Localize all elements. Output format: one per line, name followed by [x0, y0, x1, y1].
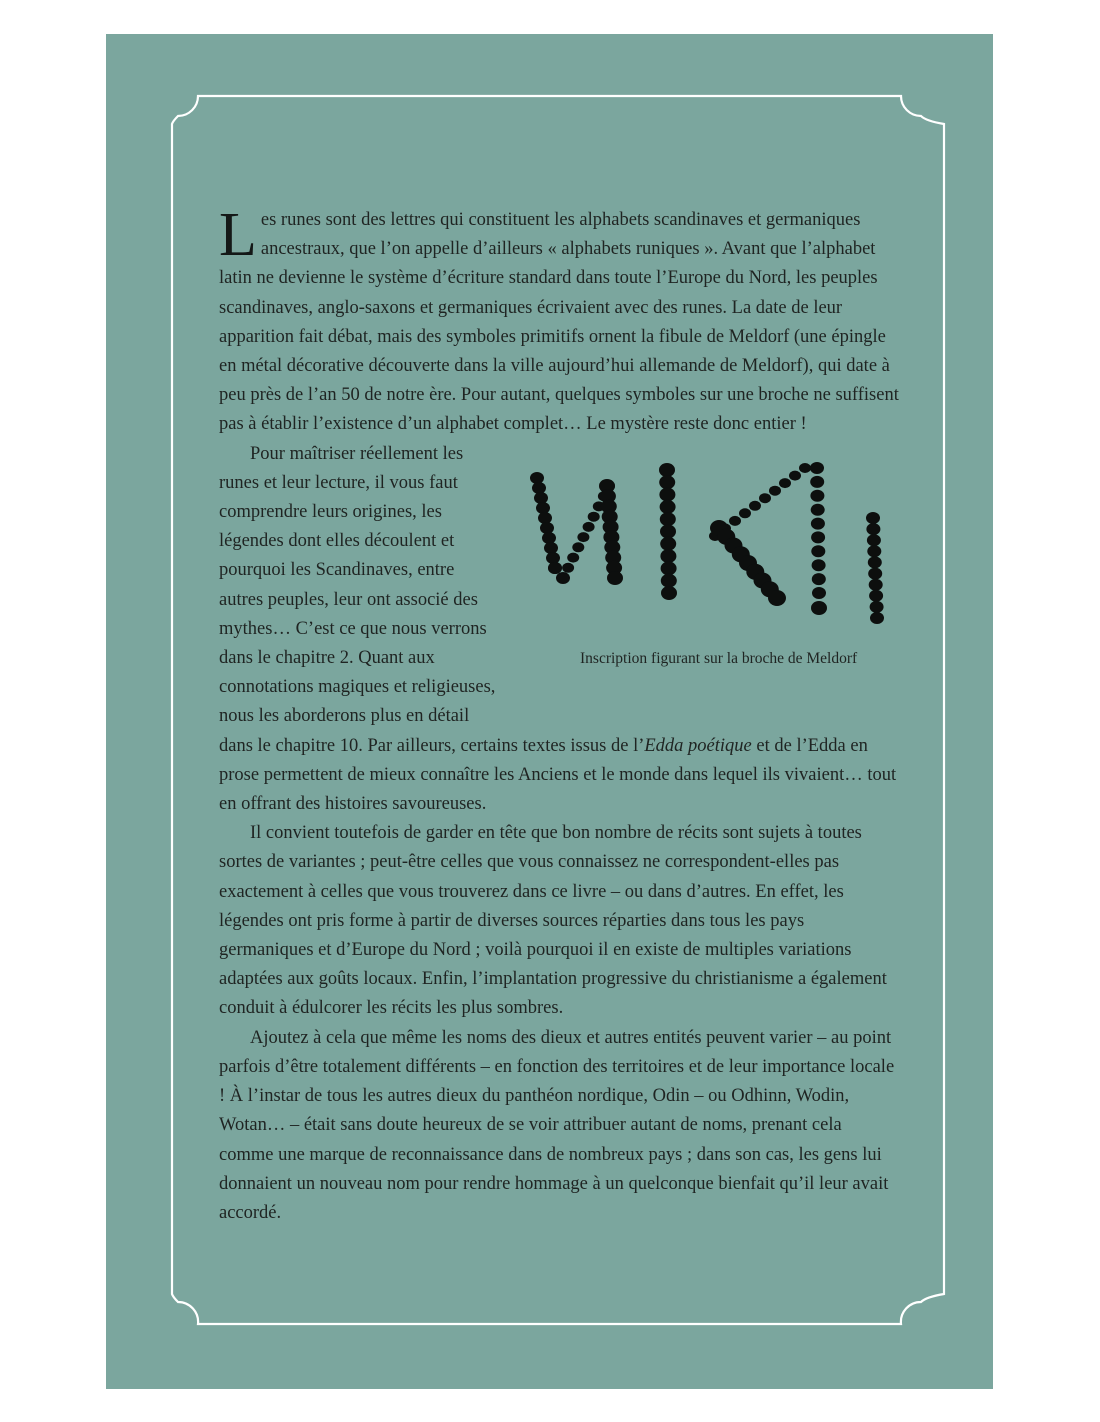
rune-dot — [768, 590, 786, 606]
rune-dot — [536, 502, 550, 514]
rune-dot — [544, 542, 558, 554]
paragraph-origins-text-1: Pour maîtriser réellement les runes et leur lecture, il vous faut comprendre leurs origines, les légendes dont elles découlent et pourquoi les Scandinaves, entre autres peuples, leur ont associé des mythes… C’est ce que nous verrons dans le chapitre 2. Quant aux connotations magiques et religieuses, nous les aborderons plus en détail dans le chapitre 10. Par ailleurs, certains textes issus de l’ — [219, 443, 645, 756]
article-body — [219, 201, 899, 1228]
rune-dot — [810, 489, 824, 501]
rune-dot — [660, 536, 676, 550]
rune-dot — [811, 503, 825, 515]
rune-dot — [729, 516, 741, 526]
paragraph-origins — [219, 440, 899, 820]
rune-dot — [866, 512, 880, 524]
rune-dot — [739, 508, 751, 518]
rune-dot — [869, 578, 883, 590]
rune-dot — [759, 493, 771, 503]
rune-dot — [749, 500, 761, 510]
drop-cap: L — [219, 201, 257, 269]
rune-dot — [810, 462, 824, 474]
rune-dot — [811, 545, 825, 557]
rune-dot — [811, 601, 827, 615]
rune-dot — [546, 552, 560, 564]
rune-dot — [660, 549, 676, 563]
paragraph-names: Ajoutez à cela que même les noms des dieux et autres entités peuvent varier – au point parfois d’être totalement différents – en fonction des territoires et de leur importance locale ! À l’instar de tous les autres dieux du panthéon nordique, Odin – ou Odhinn, Wodin, Wotan… – était sans doute heureux de se voir attribuer autant de noms, prenant cela comme une marque de reconnaissance dans de nombreux pays ; dans son cas, les gens lui donnaient un nouveau nom pour rendre hommage à un quelconque bienfait qu’il leur avait accordé. — [219, 1027, 895, 1223]
rune-dot — [868, 556, 882, 568]
rune-dot — [659, 475, 675, 489]
rune-dot — [811, 517, 825, 529]
rune-dot — [588, 511, 600, 521]
figure-caption: Inscription figurant sur la broche de Meldorf — [580, 649, 858, 667]
rune-dot — [572, 542, 584, 552]
rune-dot — [659, 487, 675, 501]
runic-inscription-image — [527, 458, 907, 633]
rune-dot — [812, 573, 826, 585]
figure-meldorf — [509, 448, 899, 710]
rune-dot — [540, 522, 554, 534]
rune-dot — [870, 612, 884, 624]
edda-title: Edda poétique — [644, 735, 752, 756]
rune-dot — [868, 567, 882, 579]
rune-dot — [769, 485, 781, 495]
rune-dot — [577, 532, 589, 542]
rune-dot — [661, 561, 677, 575]
intro-text: es runes sont des lettres qui constituent les alphabets scandinaves et germaniques ancestraux, que l’on appelle d’ailleurs « alphabets runiques ». Avant que l’alphabet latin ne devienne le système d’écriture standard dans toute l’Europe du Nord, les peuples scandinaves, anglo-saxons et germaniques écrivaient avec des runes. La date de leur apparition fait débat, mais des symboles primitifs ornent la fibule de Meldorf (une épingle en métal décorative découverte dans la ville aujourd’hui allemande de Meldorf), qui date à peu près de l’an 50 de notre ère. Pour autant, quelques symboles sur une broche ne suffisent pas à établir l’existence d’un alphabet complet… Le mystère reste donc entier ! — [219, 210, 899, 435]
rune-dot — [867, 534, 881, 546]
rune-dot — [812, 587, 826, 599]
rune-dot — [583, 522, 595, 532]
rune-dot — [557, 573, 569, 583]
rune-dot — [659, 463, 675, 477]
rune-dot — [789, 470, 801, 480]
rune-dot — [534, 492, 548, 504]
rune-dot — [607, 571, 623, 585]
rune-dot — [542, 532, 556, 544]
rune-dot — [870, 601, 884, 613]
rune-dot — [562, 562, 574, 572]
paragraph-origins-text-2: et de l’Edda en prose permettent de mieux connaître les Anciens et le monde dans lequel ils vivaient… tout en offrant des histoires savoureuses. — [219, 735, 897, 815]
rune-dot — [660, 500, 676, 514]
rune-dot — [869, 589, 883, 601]
rune-dot — [812, 559, 826, 571]
rune-dot — [810, 476, 824, 488]
rune-dot — [866, 523, 880, 535]
rune-dot — [532, 482, 546, 494]
rune-dot — [661, 573, 677, 587]
intro-paragraph — [219, 201, 899, 440]
rune-dot — [867, 545, 881, 557]
rune-dot — [779, 478, 791, 488]
rune-dot — [538, 512, 552, 524]
rune-dot — [660, 524, 676, 538]
book-page — [106, 34, 993, 1389]
rune-dot — [799, 463, 811, 473]
rune-dot — [548, 562, 562, 574]
rune-dot — [567, 552, 579, 562]
rune-dot — [660, 512, 676, 526]
rune-dot — [661, 586, 677, 600]
paragraph-variants: Il convient toutefois de garder en tête que bon nombre de récits sont sujets à toutes sortes de variantes ; peut-être celles que vous connaissez ne correspondent-elles pas exactement à celles que vous trouverez dans ce livre – ou dans d’autres. En effet, les légendes ont pris forme à partir de diverses sources réparties dans tous les pays germaniques et d’Europe du Nord ; voilà pourquoi il en existe de multiples variations adaptées aux goûts locaux. Enfin, l’implantation progressive du christianisme a également conduit à édulcorer les récits les plus sombres. — [219, 823, 887, 1019]
rune-dot — [811, 531, 825, 543]
rune-dot — [530, 472, 544, 484]
